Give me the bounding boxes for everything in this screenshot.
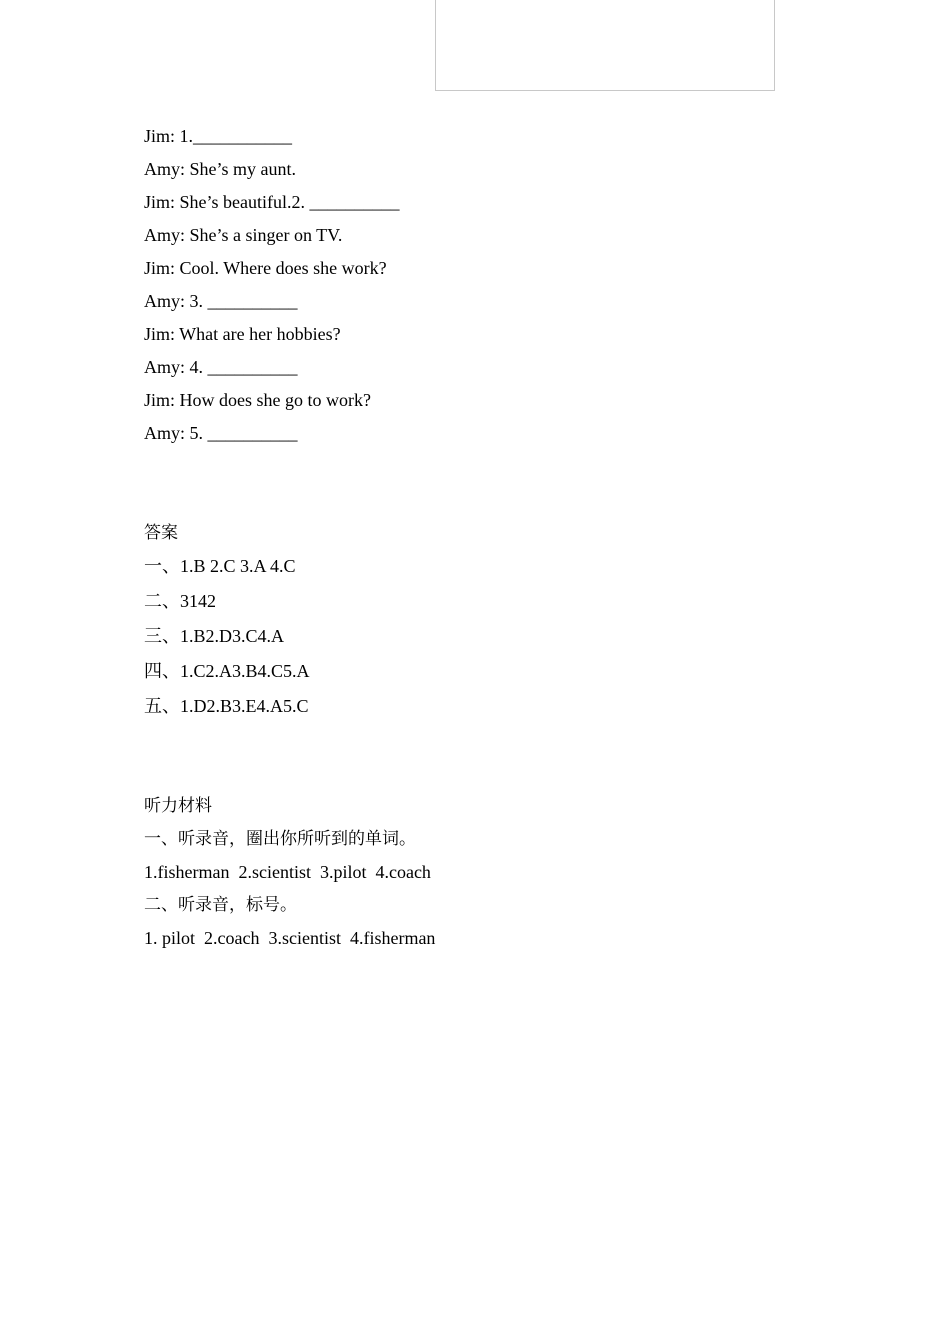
listening-item-1: 一、听录音，圈出你所听到的单词。 xyxy=(144,829,416,849)
answer-item-4: 四、1.C2.A3.B4.C5.A xyxy=(144,661,310,681)
dialogue-line-1: Jim: 1.___________ xyxy=(144,126,293,146)
image-placeholder-frame xyxy=(435,0,775,91)
answer-item-5: 五、1.D2.B3.E4.A5.C xyxy=(144,696,309,716)
listening-heading: 听力材料 xyxy=(144,796,212,816)
dialogue-line-8: Amy: 4. __________ xyxy=(144,357,298,377)
dialogue-line-4: Amy: She’s a singer on TV. xyxy=(144,225,343,245)
dialogue-line-5: Jim: Cool. Where does she work? xyxy=(144,258,387,278)
listening-item-4: 1. pilot 2.coach 3.scientist 4.fisherman xyxy=(144,928,436,948)
dialogue-line-6: Amy: 3. __________ xyxy=(144,291,298,311)
listening-item-2: 1.fisherman 2.scientist 3.pilot 4.coach xyxy=(144,862,431,882)
answers-heading: 答案 xyxy=(144,523,178,543)
answer-item-2: 二、3142 xyxy=(144,591,216,611)
dialogue-line-7: Jim: What are her hobbies? xyxy=(144,324,341,344)
listening-item-3: 二、听录音，标号。 xyxy=(144,895,297,915)
dialogue-line-10: Amy: 5. __________ xyxy=(144,423,298,443)
dialogue-line-3: Jim: She’s beautiful.2. __________ xyxy=(144,192,400,212)
dialogue-line-9: Jim: How does she go to work? xyxy=(144,390,371,410)
dialogue-line-2: Amy: She’s my aunt. xyxy=(144,159,296,179)
answer-item-3: 三、1.B2.D3.C4.A xyxy=(144,626,285,646)
answer-item-1: 一、1.B 2.C 3.A 4.C xyxy=(144,556,296,576)
